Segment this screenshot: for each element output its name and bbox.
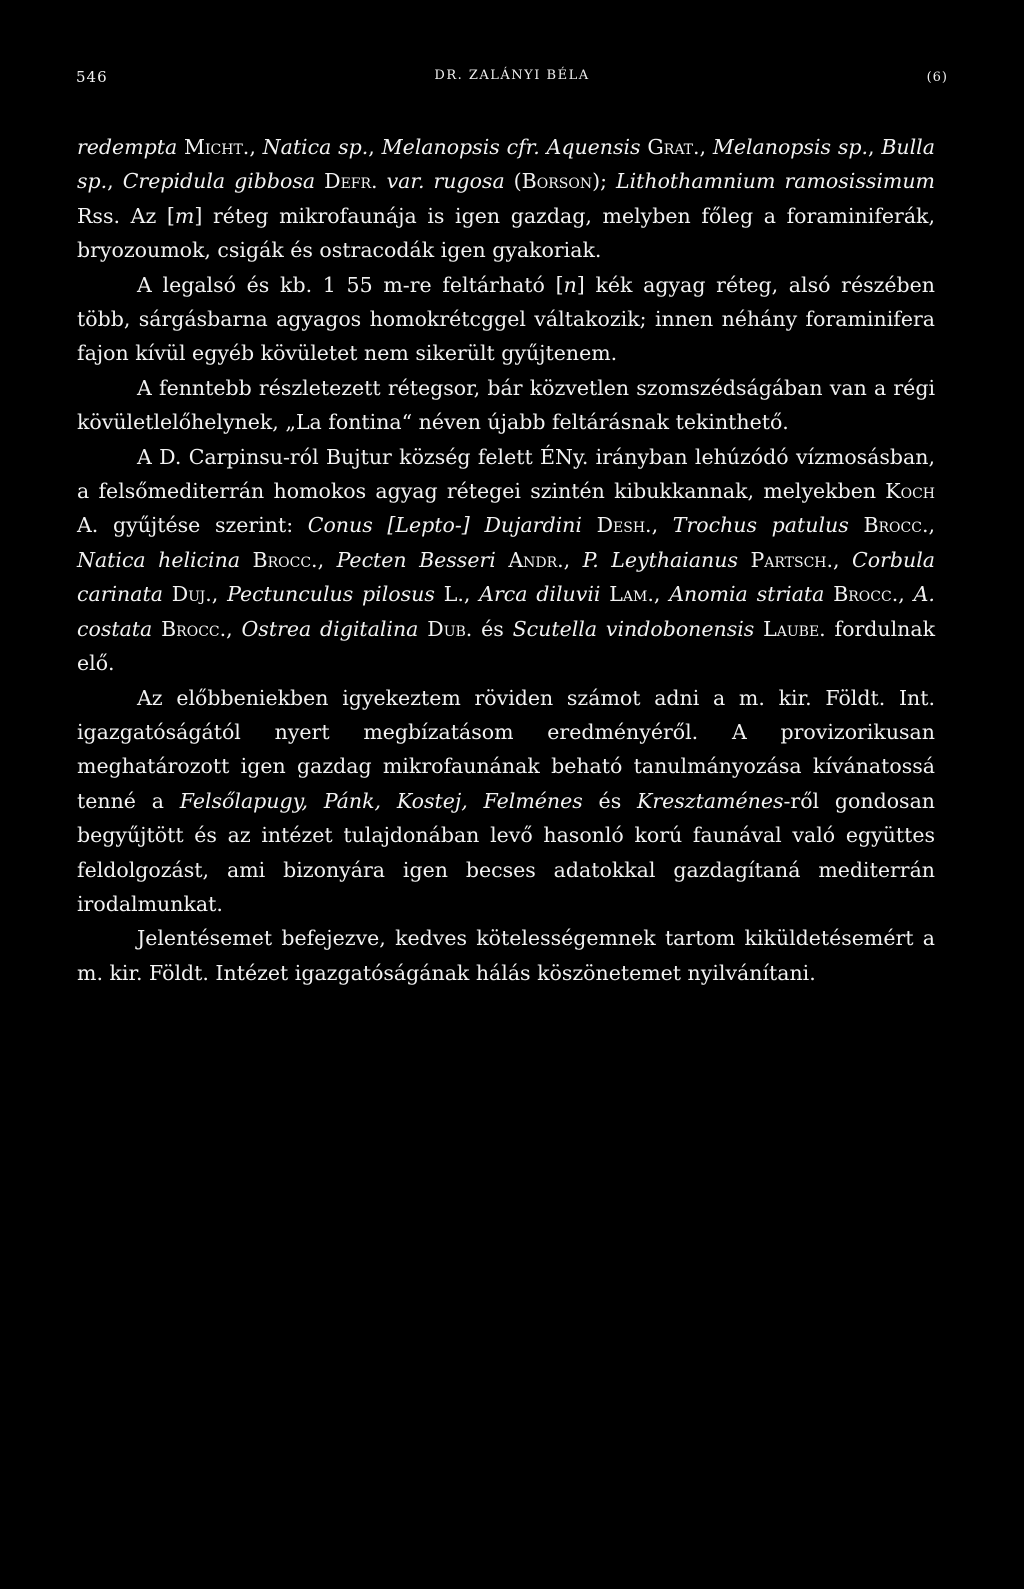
author-name: Koch (885, 479, 935, 504)
text-run (152, 617, 161, 641)
text-run: és (582, 788, 638, 813)
text-run (824, 582, 833, 606)
text-run: , (249, 135, 263, 159)
author-name: Laube. (763, 616, 826, 641)
paragraph (77, 921, 935, 990)
author-name: Micht. (184, 135, 250, 159)
paragraph (77, 371, 935, 440)
running-title: DR. ZALÁNYI BÉLA (434, 68, 590, 83)
taxon-name: m (174, 203, 195, 228)
paragraph (77, 268, 935, 371)
taxon-name: var. rugosa (386, 169, 505, 194)
taxon-name: P. Leythaianus (582, 547, 738, 572)
text-run: , (928, 513, 935, 538)
author-name: Borson (521, 169, 593, 194)
author-name: Partsch. (750, 547, 834, 572)
running-header (76, 68, 948, 88)
author-name: Defr. (324, 169, 378, 194)
text-run: ); (592, 169, 616, 194)
taxon-name: Ostrea digitalina (241, 616, 419, 641)
text-run: Az előbbeniekben igyekeztem röviden számot adni a m. kir. Földt. Int. igazgatóságától nyert megbízatásom eredményéről. A provizorikusan meghatározott igen gazdag mikrofaunának beható tanulmányozása kívánatossá tenné a (77, 685, 935, 813)
text-run (600, 582, 609, 606)
taxon-name: Conus [Lepto-] Dujardini (307, 513, 582, 538)
paragraph (77, 681, 935, 922)
text-run (177, 135, 184, 159)
text-run (163, 582, 172, 606)
text-run: , (368, 135, 382, 159)
text-run: ] réteg mikrofaunája is igen gazdag, melyben főleg a foraminiferák, bryozoumok, csigák és ostracodák igen gyakoriak. (77, 203, 935, 263)
text-run (754, 617, 763, 641)
text-run: , (868, 135, 882, 159)
text-run: ] kék agyag réteg, alsó részében több, sárgásbarna agyagos homokrétcggel váltakozik; innen néhány foraminifera fajon kívül egyéb kövületet nem sikerült gyűjtenem. (77, 272, 935, 366)
text-run (582, 513, 597, 537)
taxon-name: Lithothamnium ramosissimum (615, 169, 935, 194)
body-text (77, 130, 935, 990)
taxon-name: Kresztaménes (637, 788, 784, 813)
taxon-name: Anomia striata (669, 582, 825, 607)
taxon-name: Melanopsis sp. (712, 135, 868, 159)
taxon-name: Bulla sp. (77, 135, 935, 194)
text-run: és (472, 616, 513, 641)
taxon-name: redempta (77, 135, 178, 159)
text-run (418, 617, 427, 641)
text-run: ( (504, 169, 522, 194)
taxon-name: Pecten Besseri (336, 547, 496, 572)
text-run (378, 169, 387, 193)
text-run: , (898, 582, 914, 607)
author-name: Lam. (609, 582, 654, 607)
text-run: fordulnak elő. (77, 616, 935, 676)
text-run (496, 548, 508, 572)
text-run: , (699, 135, 713, 159)
taxon-name: Felsőlapugy, Pánk, Kostej, Felménes (179, 788, 583, 813)
text-run: A. gyűjtése szerint: (77, 513, 308, 538)
paragraph (77, 130, 935, 268)
text-run: A fenntebb részletezett rétegsor, bár közvetlen szomszédságában van a régi kövületlelőhelynek, „La fontina“ néven újabb feltárásnak tekinthető. (77, 375, 935, 435)
taxon-name: Corbula carinata (77, 547, 935, 607)
author-name: Duj. (171, 582, 212, 607)
text-run: , (317, 547, 337, 572)
taxon-name: A. costata (77, 582, 935, 641)
taxon-name: Melanopsis cfr. Aquensis (381, 135, 641, 159)
author-name: Brocc. (863, 513, 929, 538)
text-run: L., (434, 582, 480, 607)
text-run: , (107, 169, 123, 194)
text-run (849, 513, 864, 537)
taxon-name: Pectunculus pilosus (227, 582, 435, 607)
taxon-name: Crepidula gibbosa (122, 169, 316, 194)
text-run: , (226, 616, 242, 641)
author-name: Brocc. (833, 582, 899, 607)
section-mark: (6) (926, 70, 948, 85)
author-name: Desh. (596, 513, 652, 538)
text-run: , (833, 547, 853, 572)
taxon-name: Trochus patulus (672, 513, 849, 538)
text-run: , (653, 582, 670, 607)
taxon-name: Natica helicina (77, 547, 241, 572)
text-run: Rss. Az [ (77, 203, 175, 228)
taxon-name: Natica sp. (262, 135, 369, 159)
paragraph (77, 440, 935, 681)
text-run: , (563, 547, 583, 572)
text-run: -ről gondosan begyűjtött és az intézet tulajdonában levő hasonló korú faunával való együttes feldolgozást, ami bizonyára igen becses adatokkal gazdagítaná mediterrán irodalmunkat. (77, 788, 935, 916)
text-run (240, 548, 252, 572)
text-run: , (651, 513, 673, 538)
author-name: Dub. (427, 616, 473, 641)
taxon-name: n (563, 272, 577, 297)
taxon-name: Scutella vindobonensis (512, 616, 755, 641)
taxon-name: Arca diluvii (479, 582, 601, 607)
page-number: 546 (76, 68, 108, 86)
text-run: A D. Carpinsu-ról Bujtur község felett ÉNy. irányban lehúzódó vízmosásban, a felsőmediterrán homokos agyag rétegei szintén kibukkannak, melyekben (77, 444, 935, 504)
author-name: Grat. (647, 135, 700, 159)
text-run: , (211, 582, 228, 607)
text-run: A legalsó és kb. 1 55 m-re feltárható [ (137, 272, 564, 297)
author-name: Brocc. (161, 616, 227, 641)
text-run: Jelentésemet befejezve, kedves kötelességemnek tartom kiküldetésemért a m. kir. Földt. Intézet igazgatóságának hálás köszönetemet nyilvánítani. (77, 926, 935, 985)
author-name: Andr. (508, 547, 564, 572)
text-run (315, 169, 324, 193)
text-run (738, 548, 750, 572)
author-name: Brocc. (252, 547, 318, 572)
